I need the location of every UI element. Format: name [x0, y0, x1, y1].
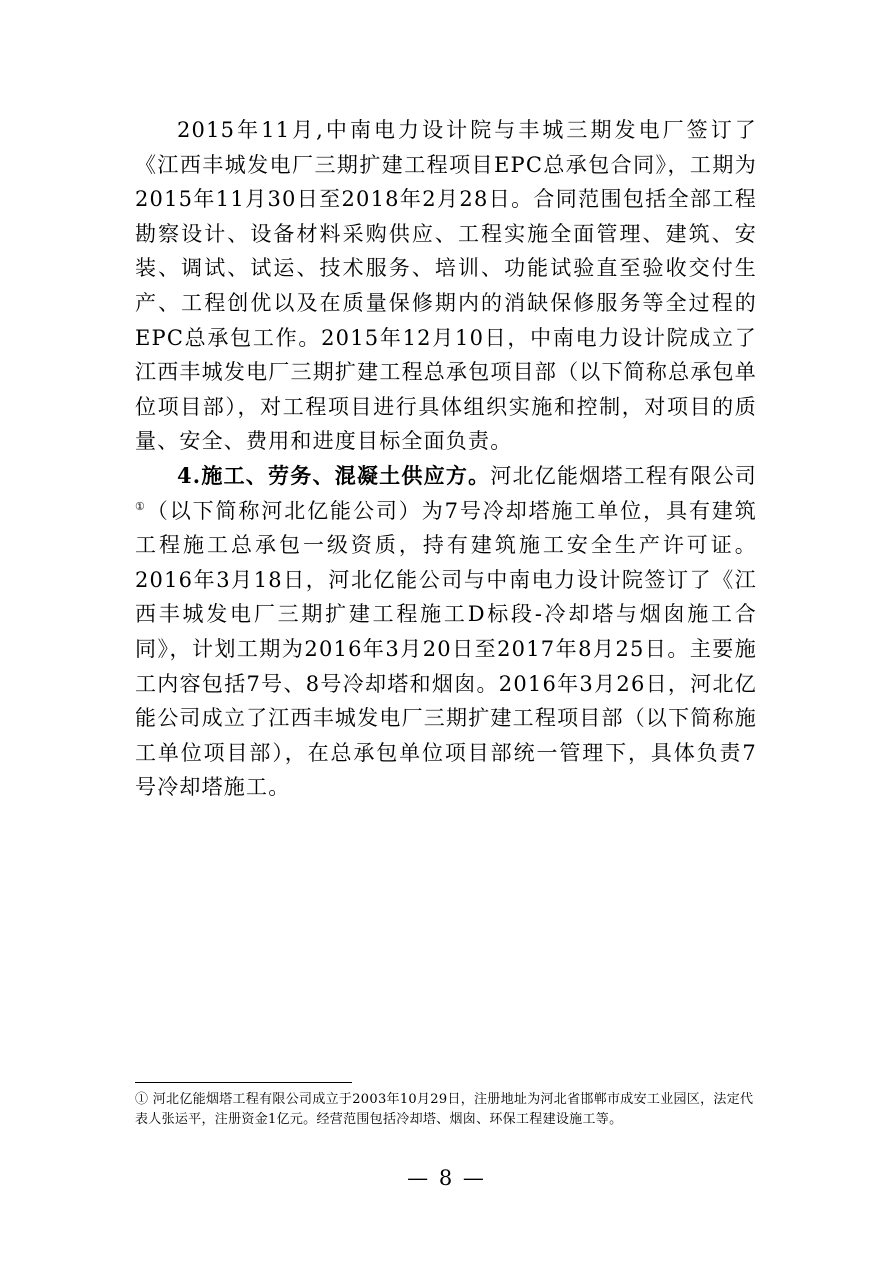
- section-heading: 4.施工、劳务、混凝土供应方。: [177, 462, 491, 488]
- paragraph-epc-contract: 2015年11月,中南电力设计院与丰城三期发电厂签订了《江西丰城发电厂三期扩建工程项目EPC总承包合同》，工期为2015年11月30日至2018年2月28日。合同范围包括全部工程勘察设计、设备材料采购供应、工程实施全面管理、建筑、安装、调试、试运、技术服务、培训、功能试验直至验收交付生产、工程创优以及在质量保修期内的消缺保修服务等全过程的EPC总承包工作。2015年12月10日，中南电力设计院成立了江西丰城发电厂三期扩建工程总承包项目部（以下简称总承包单位项目部），对工程项目进行具体组织实施和控制，对项目的质量、安全、费用和进度目标全面负责。: [135, 118, 757, 454]
- footnote-text: ① 河北亿能烟塔工程有限公司成立于2003年10月29日，注册地址为河北省邯郸市成安工业园区，法定代表人张运平，注册资金1亿元。经营范围包括冷却塔、烟囱、环保工程建设施工等。: [135, 1092, 754, 1127]
- paragraph-body: （以下简称河北亿能公司）为7号冷却塔施工单位，具有建筑工程施工总承包一级资质，持有建筑施工安全生产许可证。2016年3月18日，河北亿能公司与中南电力设计院签订了《江西丰城发电厂三期扩建工程施工D标段-冷却塔与烟囱施工合同》，计划工期为2016年3月20日至2017年8月25日。主要施工内容包括7号、8号冷却塔和烟囱。2016年3月26日，河北亿能公司成立了江西丰城发电厂三期扩建工程项目部（以下简称施工单位项目部），在总承包单位项目部统一管理下，具体负责7号冷却塔施工。: [135, 498, 758, 800]
- company-name: 河北亿能烟塔工程有限公司: [490, 463, 758, 488]
- page-number: — 8 —: [407, 1166, 486, 1190]
- footnote-divider: [135, 1082, 352, 1083]
- document-body: [135, 113, 757, 805]
- footnote-reference: ①: [135, 499, 147, 513]
- paragraph-construction-party: [135, 459, 757, 805]
